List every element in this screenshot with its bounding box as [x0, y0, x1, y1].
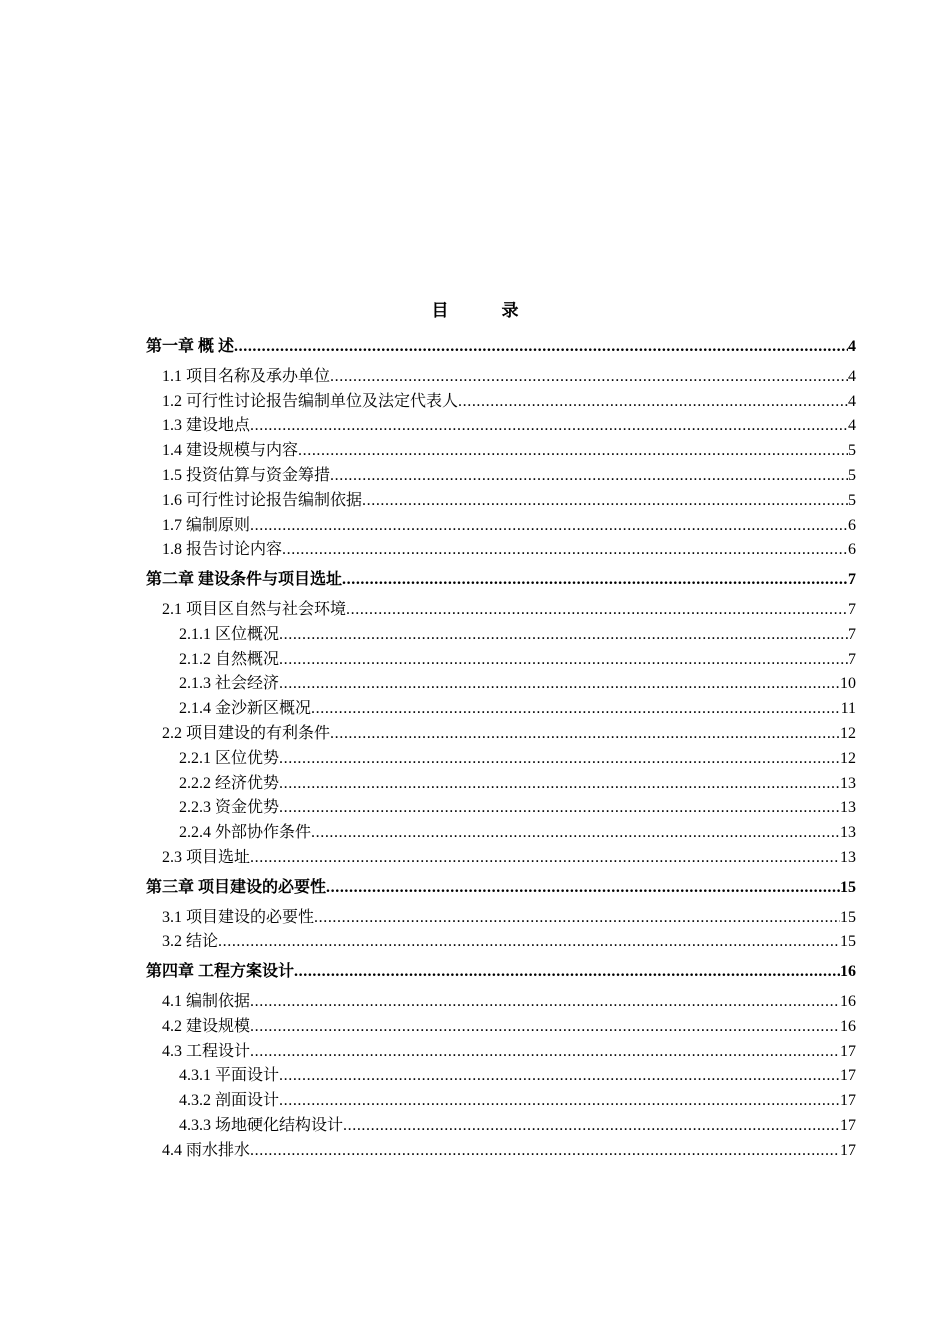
toc-page-number: 7 [848, 625, 856, 643]
toc-subsection-entry[interactable] [146, 1089, 856, 1114]
toc-page-number: 5 [848, 491, 856, 509]
toc-page-number: 16 [840, 963, 856, 981]
toc-dot-leader [250, 414, 848, 439]
toc-page-number: 13 [840, 774, 856, 792]
toc-section-entry[interactable] [146, 514, 856, 539]
toc-entry-title: 4.2 建设规模 [162, 1017, 251, 1035]
toc-dot-leader [330, 365, 848, 390]
toc-entry-title: 2.2.3 资金优势 [179, 799, 280, 817]
toc-dot-leader [279, 648, 848, 673]
toc-page-number: 5 [848, 466, 856, 484]
toc-dot-leader [279, 796, 840, 821]
toc-dot-leader [314, 906, 840, 931]
toc-page-number: 4 [848, 338, 856, 355]
toc-entry-title: 4.3.2 剖面设计 [179, 1092, 280, 1110]
toc-chapter-entry[interactable] [146, 568, 856, 593]
toc-entry-title: 第三章 项目建设的必要性 [146, 878, 327, 896]
toc-entry-title: 2.2 项目建设的有利条件 [162, 724, 331, 742]
toc-section-entry[interactable] [146, 990, 856, 1015]
toc-page-number: 17 [840, 1116, 856, 1134]
toc-page-number: 17 [840, 1141, 856, 1159]
toc-page-number: 6 [848, 541, 856, 559]
toc-dot-leader [279, 1064, 840, 1089]
toc-entry-title: 1.4 建设规模与内容 [162, 442, 299, 460]
toc-page-number: 6 [848, 516, 856, 534]
toc-subsection-entry[interactable] [146, 623, 856, 648]
toc-page-number: 13 [840, 848, 856, 866]
toc-page-number: 4 [848, 392, 856, 410]
toc-page-number: 15 [840, 908, 856, 926]
toc-entry-title: 3.1 项目建设的必要性 [162, 908, 315, 926]
toc-section-entry[interactable] [146, 1015, 856, 1040]
toc-entry-title: 2.1.3 社会经济 [179, 675, 280, 693]
toc-entry-title: 3.2 结论 [162, 933, 219, 951]
toc-dot-leader [250, 1040, 840, 1065]
toc-entry-title: 2.1.1 区位概况 [179, 625, 280, 643]
toc-dot-leader [250, 846, 840, 871]
toc-section-entry[interactable] [146, 1040, 856, 1065]
toc-entry-title: 2.2.4 外部协作条件 [179, 824, 312, 842]
toc-dot-leader [279, 1089, 840, 1114]
toc-entry-title: 1.8 报告讨论内容 [162, 541, 283, 559]
toc-page-number: 15 [840, 878, 856, 896]
toc-page-number: 16 [840, 992, 856, 1010]
toc-dot-leader [282, 538, 848, 563]
toc-entry-title: 4.3.3 场地硬化结构设计 [179, 1116, 344, 1134]
toc-page-number: 13 [840, 824, 856, 842]
toc-dot-leader [330, 722, 840, 747]
toc-dot-leader [294, 960, 840, 985]
toc-subsection-entry[interactable] [146, 672, 856, 697]
toc-entry-title: 2.2.1 区位优势 [179, 749, 280, 767]
toc-entry-title: 第二章 建设条件与项目选址 [146, 571, 343, 589]
toc-page-number: 4 [848, 417, 856, 435]
toc-entry-title: 4.4 雨水排水 [162, 1141, 251, 1159]
toc-dot-leader [279, 772, 840, 797]
toc-entry-title: 1.6 可行性讨论报告编制依据 [162, 491, 363, 509]
toc-dot-leader [311, 697, 841, 722]
toc-section-entry[interactable] [146, 439, 856, 464]
toc-page-number: 11 [840, 700, 856, 718]
toc-page-number: 7 [848, 650, 856, 668]
toc-chapter-entry[interactable] [146, 876, 856, 901]
toc-subsection-entry[interactable] [146, 648, 856, 673]
toc-dot-leader [250, 990, 840, 1015]
toc-dot-leader [250, 1139, 840, 1164]
toc-section-entry[interactable] [146, 365, 856, 390]
toc-subsection-entry[interactable] [146, 1114, 856, 1139]
toc-dot-leader [342, 568, 848, 593]
toc-entry-title: 4.3 工程设计 [162, 1042, 251, 1060]
toc-dot-leader [458, 390, 848, 415]
toc-dot-leader [330, 464, 848, 489]
toc-entry-title: 2.1.4 金沙新区概况 [179, 700, 312, 718]
toc-section-entry[interactable] [146, 390, 856, 415]
toc-page-number: 7 [848, 571, 856, 589]
toc-dot-leader [343, 1114, 840, 1139]
toc-subsection-entry[interactable] [146, 1064, 856, 1089]
toc-dot-leader [279, 672, 840, 697]
toc-subsection-entry[interactable] [146, 796, 856, 821]
toc-dot-leader [250, 1015, 840, 1040]
toc-section-entry[interactable] [146, 722, 856, 747]
toc-subsection-entry[interactable] [146, 697, 856, 722]
toc-dot-leader [311, 821, 840, 846]
table-of-contents [146, 330, 856, 1164]
toc-entry-title: 4.1 编制依据 [162, 992, 251, 1010]
toc-section-entry[interactable] [146, 1139, 856, 1164]
toc-page-number: 7 [848, 600, 856, 618]
toc-dot-leader [250, 514, 848, 539]
toc-section-entry[interactable] [146, 489, 856, 514]
toc-section-entry[interactable] [146, 538, 856, 563]
toc-page-number: 15 [840, 933, 856, 951]
toc-entry-title: 1.7 编制原则 [162, 516, 251, 534]
toc-page-number: 16 [840, 1017, 856, 1035]
toc-dot-leader [234, 335, 848, 360]
toc-page-number: 5 [848, 442, 856, 460]
toc-dot-leader [362, 489, 848, 514]
toc-entry-title: 第四章 工程方案设计 [146, 963, 295, 981]
toc-page-number: 17 [840, 1067, 856, 1085]
toc-dot-leader [279, 747, 840, 772]
toc-entry-title: 2.2.2 经济优势 [179, 774, 280, 792]
toc-dot-leader [218, 930, 840, 955]
toc-section-entry[interactable] [146, 930, 856, 955]
toc-page-number: 12 [840, 749, 856, 767]
toc-chapter-entry[interactable] [146, 335, 856, 360]
toc-page-number: 12 [840, 724, 856, 742]
toc-page-number: 17 [840, 1042, 856, 1060]
toc-entry-title: 1.3 建设地点 [162, 417, 251, 435]
toc-page-number: 4 [848, 367, 856, 385]
toc-entry-title: 1.1 项目名称及承办单位 [162, 367, 331, 385]
toc-entry-title: 1.5 投资估算与资金筹措 [162, 466, 331, 484]
toc-entry-title: 第一章 概 述 [146, 338, 235, 355]
toc-entry-title: 2.1 项目区自然与社会环境 [162, 600, 347, 618]
toc-subsection-entry[interactable] [146, 747, 856, 772]
toc-dot-leader [346, 598, 848, 623]
toc-subsection-entry[interactable] [146, 772, 856, 797]
toc-page-number: 13 [840, 799, 856, 817]
toc-section-entry[interactable] [146, 906, 856, 931]
toc-section-entry[interactable] [146, 464, 856, 489]
toc-section-entry[interactable] [146, 598, 856, 623]
toc-dot-leader [298, 439, 848, 464]
toc-chapter-entry[interactable] [146, 960, 856, 985]
toc-page-number: 17 [840, 1092, 856, 1110]
toc-dot-leader [279, 623, 848, 648]
toc-entry-title: 2.1.2 自然概况 [179, 650, 280, 668]
toc-section-entry[interactable] [146, 846, 856, 871]
toc-entry-title: 4.3.1 平面设计 [179, 1067, 280, 1085]
toc-page-number: 10 [840, 675, 856, 693]
toc-title: 目 录 [431, 301, 537, 320]
toc-entry-title: 2.3 项目选址 [162, 848, 251, 866]
toc-subsection-entry[interactable] [146, 821, 856, 846]
toc-dot-leader [326, 876, 840, 901]
toc-entry-title: 1.2 可行性讨论报告编制单位及法定代表人 [162, 392, 459, 410]
toc-section-entry[interactable] [146, 414, 856, 439]
